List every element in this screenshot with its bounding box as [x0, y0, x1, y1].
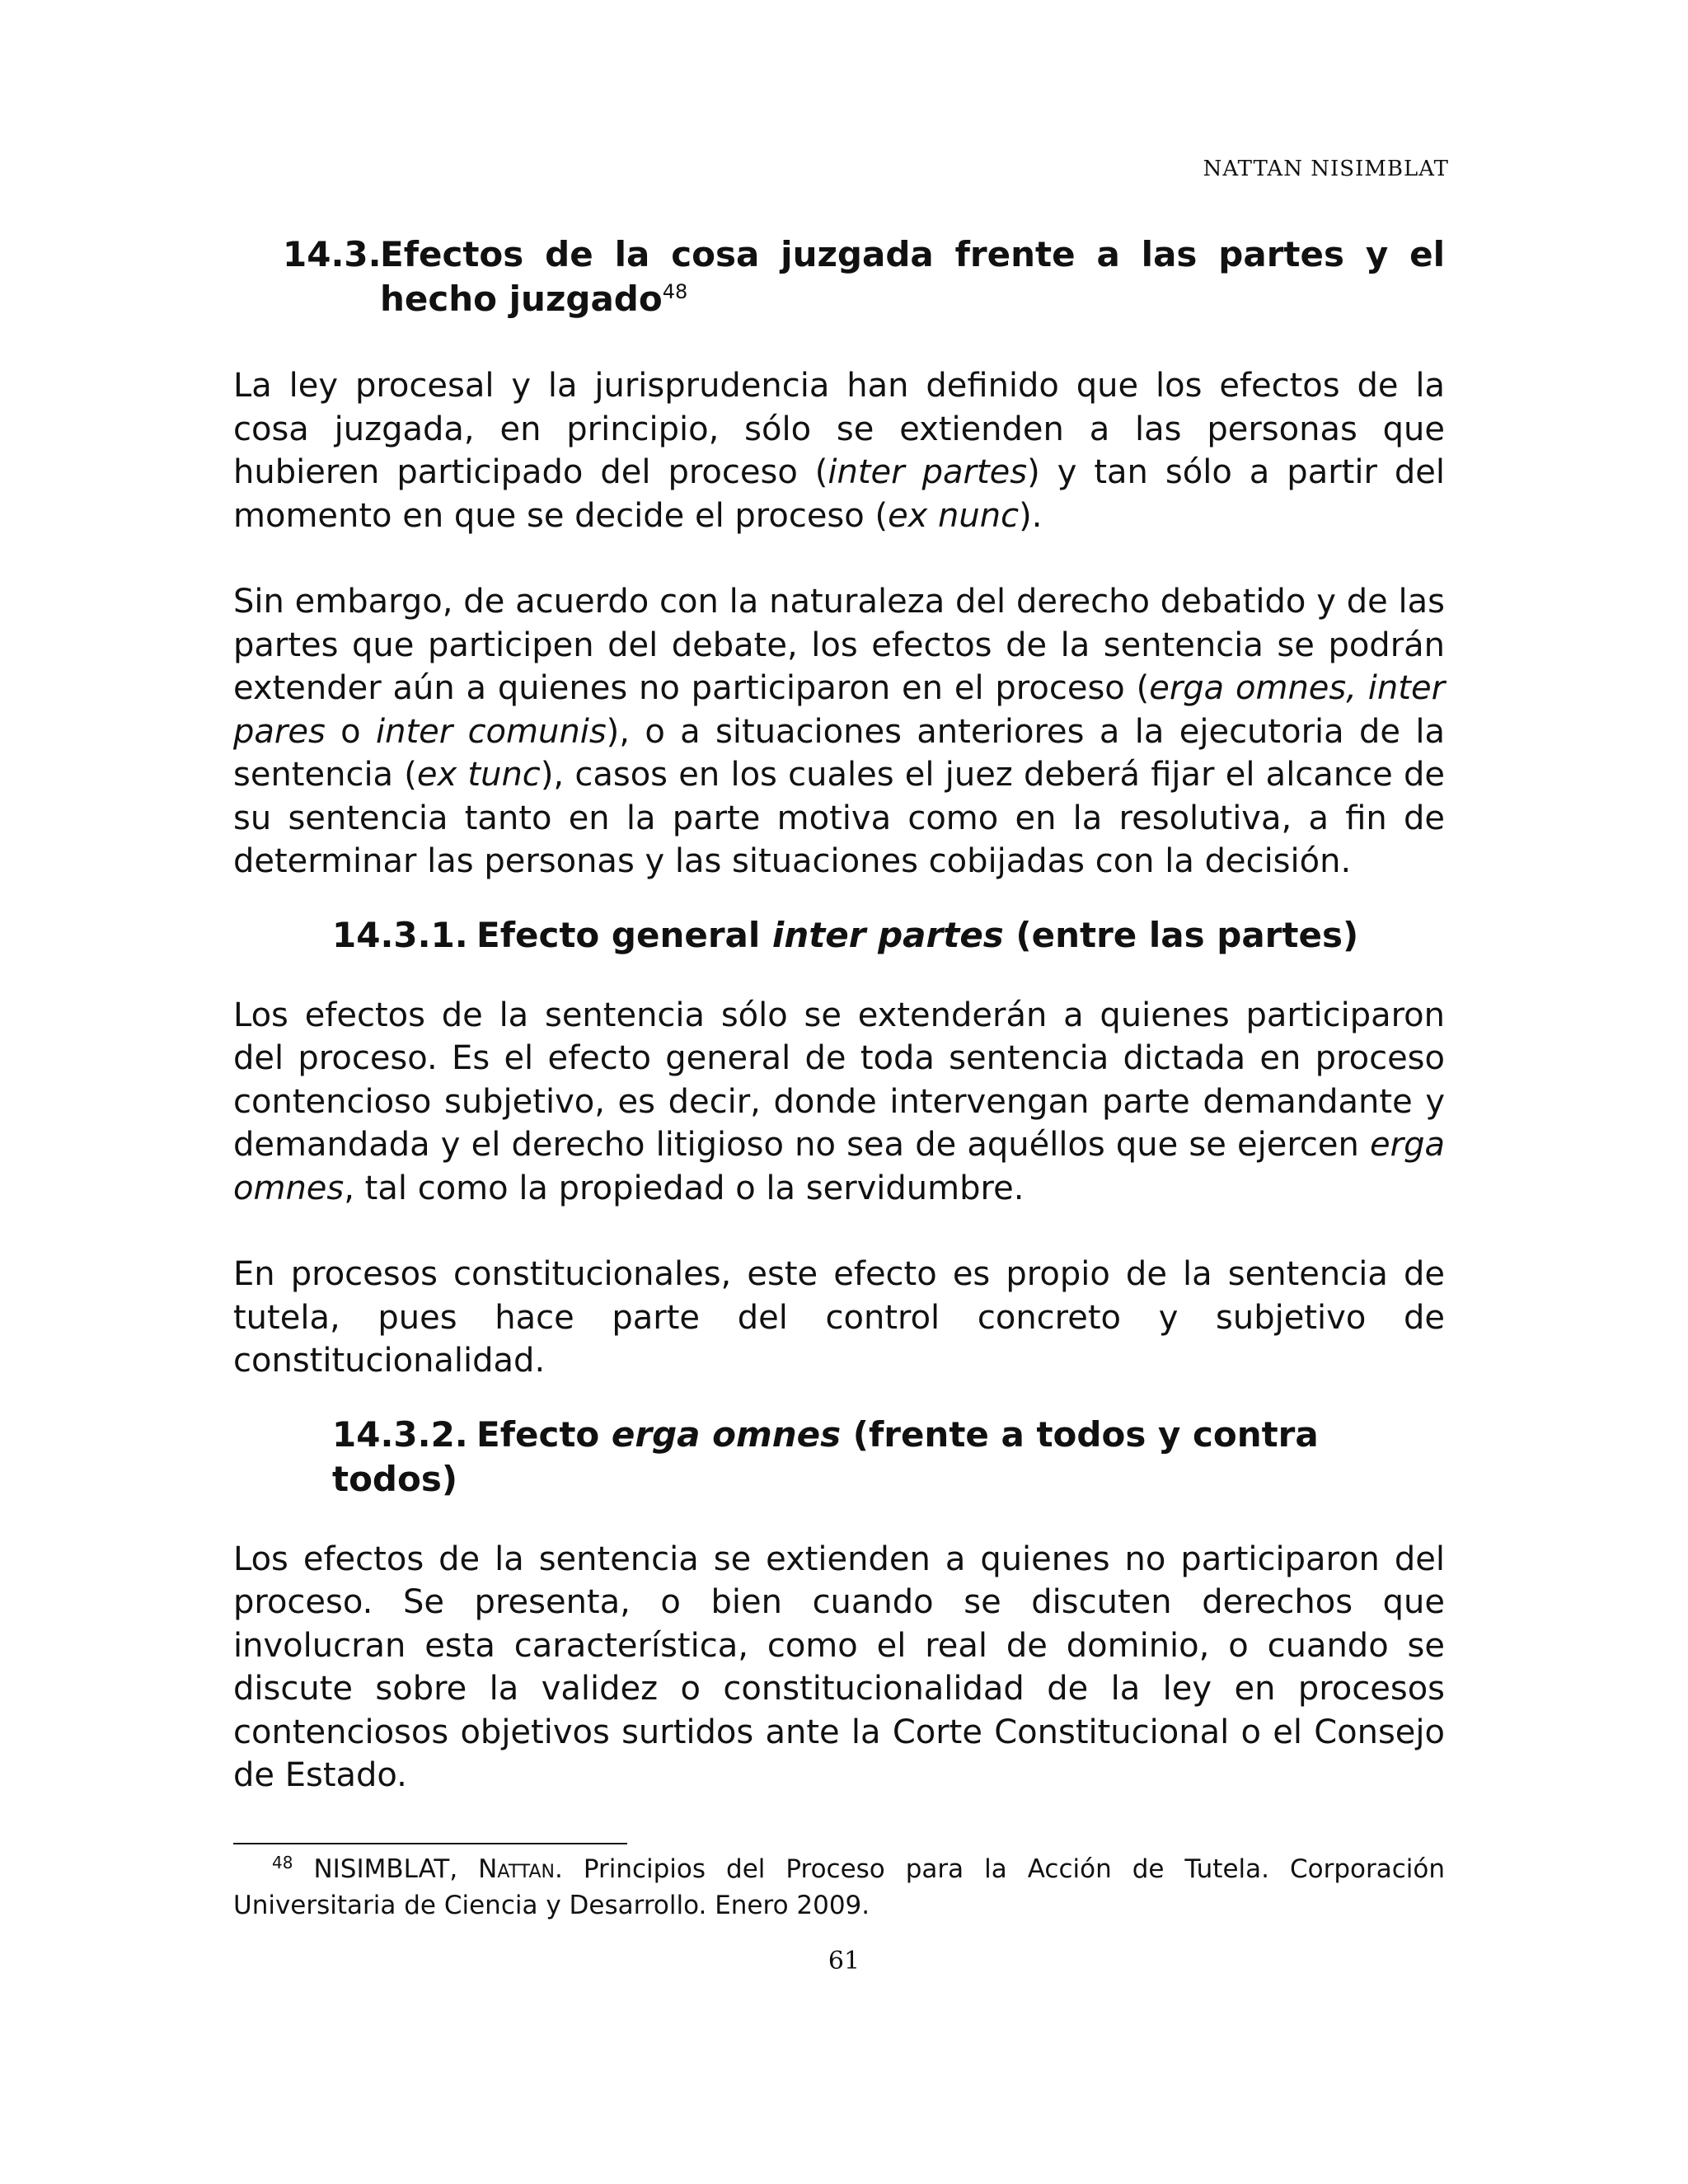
section-number: 14.3.: [283, 234, 382, 274]
subsection-title: Efecto general: [476, 914, 772, 955]
paragraph-text: ) y tan sólo a partir del momento en que se decide el proceso (: [233, 453, 1445, 535]
section-heading: [233, 232, 1445, 321]
subsection-title: (entre las partes): [1003, 914, 1359, 955]
page-number: 61: [828, 1947, 860, 1975]
paragraph-text: o: [325, 712, 376, 751]
running-header: NATTAN NISIMBLAT: [1203, 157, 1449, 181]
subsection-title: Efecto: [476, 1413, 612, 1455]
latin-term: ex nunc: [888, 496, 1020, 535]
paragraph-4: En procesos constitucionales, este efecto es propio de la sentencia de tutela, pues hace parte del control concreto y subjetivo de constitucionalidad.: [233, 1255, 1445, 1380]
latin-term: ex tunc: [416, 756, 541, 794]
paragraph-text: Sin embargo, de acuerdo con la naturaleza del derecho debatido y de las partes que participen del debate, los efectos de la sentencia se podrán extender aún a quienes no participaron en el proceso (: [233, 583, 1445, 707]
paragraph-text: Los efectos de la sentencia sólo se extenderán a quienes participaron del proceso. Es el efecto general de toda sentencia dictada en proceso contencioso subjetivo, es decir, donde intervengan parte demandante y demandada y el derecho litigioso no sea de aquéllos que se ejercen: [233, 996, 1445, 1164]
paragraph-5: Los efectos de la sentencia se extienden a quienes no participaron del proceso. Se presenta, o bien cuando se discuten derechos que involucran esta característica, como el real de dominio, o cuando se discute sobre la validez o constitucionalidad de la ley en procesos contenciosos objetivos surtidos ante la Corte Constitucional o el Consejo de Estado.: [233, 1540, 1445, 1794]
latin-term: inter partes: [828, 453, 1028, 491]
subsection-title-italic: inter partes: [771, 914, 1004, 955]
footnote-mark: 48: [272, 1852, 293, 1872]
subsection-number: 14.3.1.: [332, 914, 468, 955]
paragraph-text: ).: [1019, 496, 1043, 535]
paragraph-text: ), o a situaciones anteriores a la ejecutoria de la sentencia (: [233, 712, 1445, 794]
section-title: Efectos de la cosa juzgada frente a las partes y el hecho juzgado: [380, 234, 1445, 319]
footnote-reference: 48: [662, 280, 688, 303]
latin-term: erga omnes, inter pares: [233, 669, 1446, 751]
footnote-author: NISIMBLAT,: [313, 1854, 479, 1884]
footnote-author-first: Nattan: [478, 1854, 555, 1884]
paragraph-3: [233, 994, 1445, 1211]
paragraph-2: [233, 580, 1445, 883]
paragraph-text: ), casos en los cuales el juez deberá fijar el alcance de su sentencia tanto en la parte motiva como en la resolutiva, a fin de determinar las personas y las situaciones cobijadas con la decisión.: [233, 756, 1446, 880]
latin-term: inter comunis: [376, 712, 607, 751]
footnote: [233, 1851, 1445, 1924]
paragraph-text: , tal como la propiedad o la servidumbre.: [344, 1169, 1025, 1207]
section-title-wrap: [380, 232, 1445, 321]
footnote-divider: [233, 1843, 627, 1844]
subsection-heading-1: [233, 913, 1445, 958]
page-body: [233, 232, 1445, 1797]
subsection-title: (frente a todos y contra todos): [332, 1413, 1319, 1499]
paragraph-text: La ley procesal y la jurisprudencia han definido que los efectos de la cosa juzgada, en principio, sólo se extienden a las personas que hubieren participado del proceso (: [233, 367, 1445, 491]
subsection-number: 14.3.2.: [332, 1413, 468, 1455]
latin-term: erga omnes: [233, 1126, 1445, 1207]
subsection-heading-2: [233, 1413, 1445, 1502]
paragraph-1: [233, 364, 1445, 537]
subsection-title-italic: erga omnes: [611, 1413, 842, 1455]
footnote-text: . Principios del Proceso para la Acción de Tutela. Corporación Universitaria de Ciencia y Desarrollo. Enero 2009.: [233, 1854, 1445, 1920]
